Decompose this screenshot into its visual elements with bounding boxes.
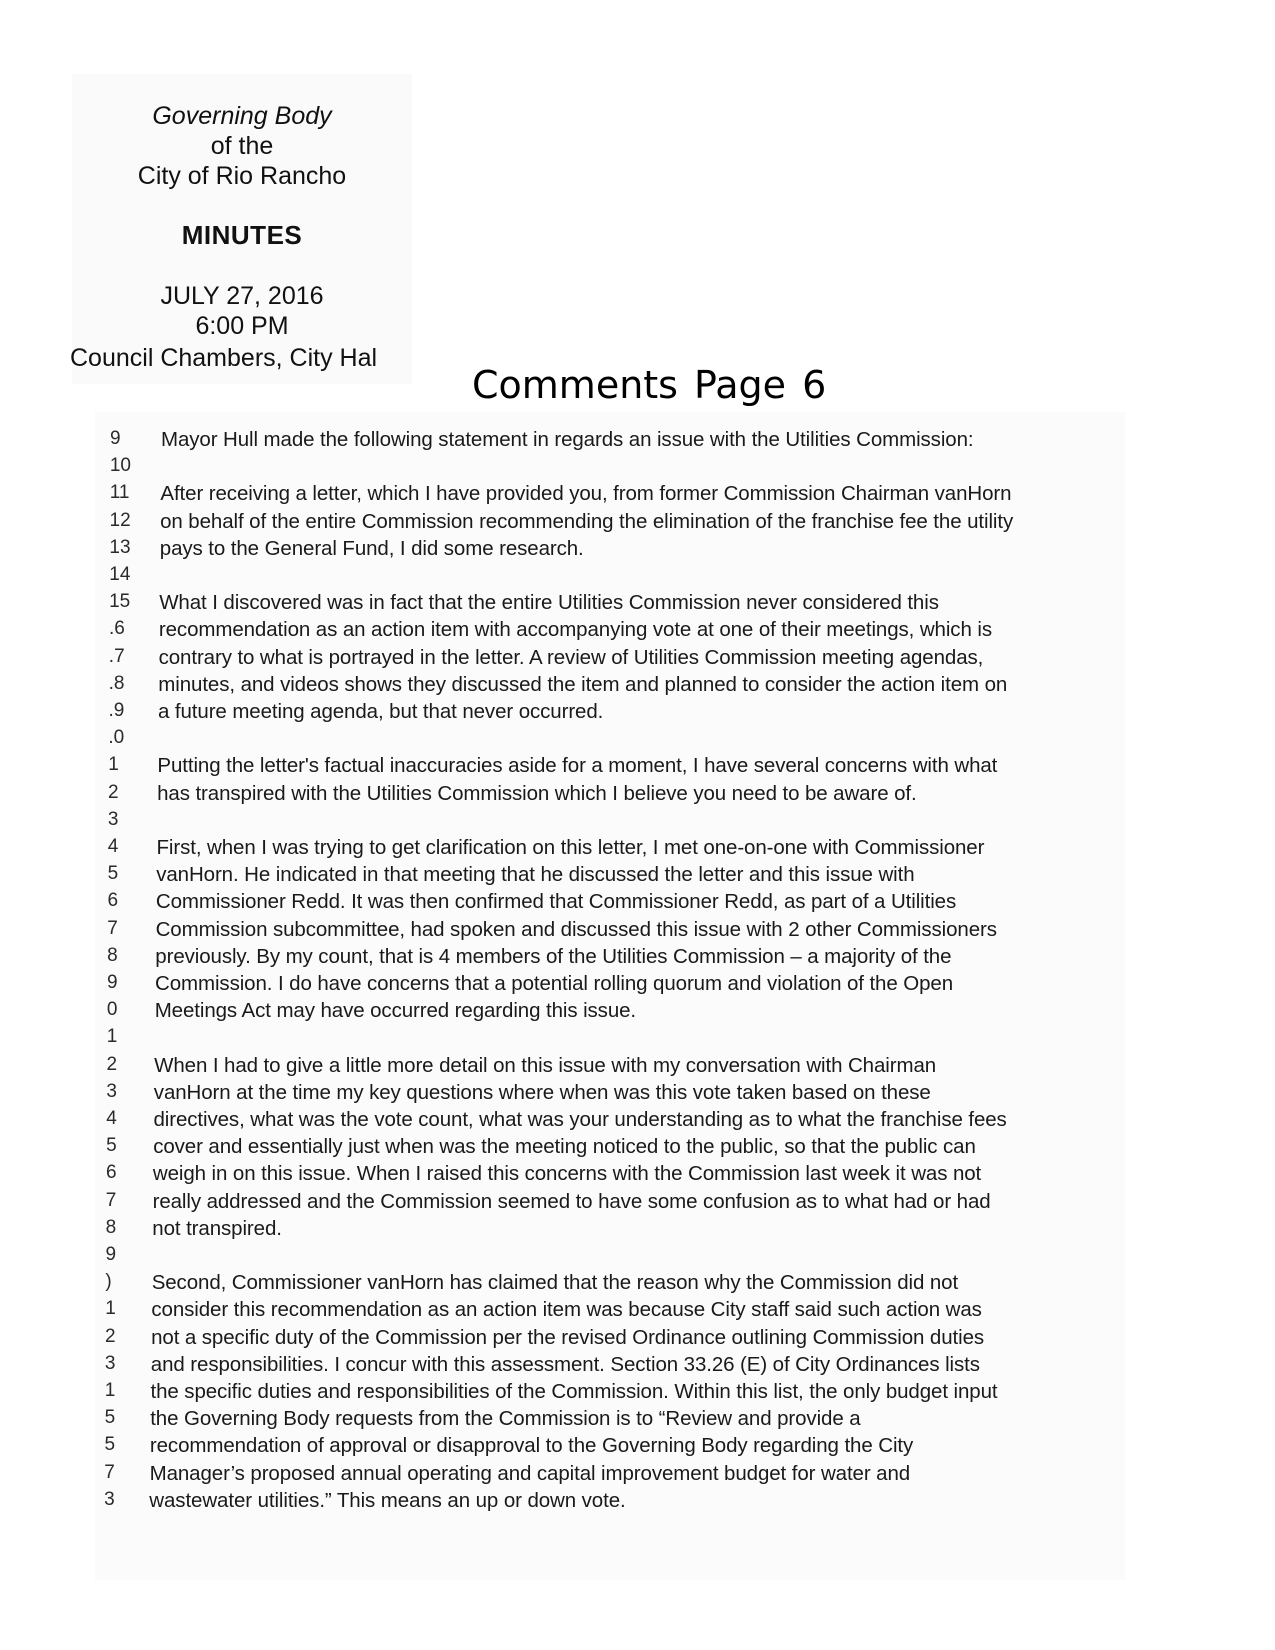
minutes-text-line: recommendation as an action item with accompanying vote at one of their meetings, which is [158,618,992,642]
line-number: 2 [105,1325,116,1347]
line-number: 5 [106,1135,117,1157]
minutes-text-line: the Governing Body requests from the Commission is to “Review and provide a [150,1407,861,1431]
minutes-text-line: previously. By my count, that is 4 members of the Utilities Commission – a majority of the [155,944,952,968]
minutes-header [72,74,412,384]
minutes-text-line: really addressed and the Commission seemed to have some confusion as to what had or had [152,1189,991,1213]
line-number: 3 [104,1352,116,1374]
minutes-text-line: Commission subcommittee, had spoken and discussed this issue with 2 other Commissioners [155,917,997,941]
line-number: 13 [109,536,131,558]
minutes-text-line: pays to the General Fund, I did some research. [159,536,584,560]
minutes-text-line: Putting the letter's factual inaccuracies aside for a moment, I have several concerns with what [157,754,998,778]
org-name-line3: City of Rio Rancho [137,162,347,190]
line-number: 1 [106,1026,118,1048]
line-number: 11 [109,482,130,504]
line-number: 3 [106,1080,117,1102]
line-number: .9 [108,700,125,721]
line-number: 8 [105,1216,117,1238]
line-number: 4 [107,836,119,857]
minutes-text-line: contrary to what is portrayed in the letter. A review of Utilities Commission meeting agendas, [158,645,984,669]
line-number: ) [105,1271,112,1293]
minutes-text-line: Meetings Act may have occurred regarding this issue. [154,999,637,1023]
line-number: 1 [105,1298,116,1320]
line-number: 15 [109,591,131,613]
line-number: 9 [105,1244,117,1265]
line-number: 2 [108,781,119,803]
minutes-text-line: What I discovered was in fact that the entire Utilities Commission never considered this [159,591,939,615]
minutes-text-line: wastewater utilities.” This means an up or down vote. [149,1488,626,1512]
minutes-text-line: the specific duties and responsibilities of the Commission. Within this list, the only budget input [150,1380,998,1403]
minutes-text-line: directives, what was the vote count, what was your understanding as to what the franchise fees [153,1108,1007,1131]
line-number: 9 [110,428,121,449]
minutes-text-line: Mayor Hull made the following statement in regards an issue with the Utilities Commission: [161,428,974,451]
minutes-text-line: cover and essentially just when was the meeting noticed to the public, so that the public can [153,1135,976,1159]
meeting-location: Council Chambers, City Hal [70,344,378,372]
line-number: 3 [104,1488,115,1510]
minutes-text-line: consider this recommendation as an action item was because City staff said such action was [151,1298,982,1322]
line-number: 5 [104,1407,116,1429]
minutes-text-line: not transpired. [152,1216,282,1240]
line-number: 6 [107,890,119,912]
comments-page-label: Comments Page 6 [472,363,827,407]
line-number: 8 [107,944,118,966]
line-number: .8 [108,672,125,694]
minutes-text-line: weigh in on this issue. When I raised this concerns with the Commission last week it was not [152,1162,982,1186]
line-number: .6 [108,618,125,640]
line-number: 3 [107,808,119,830]
line-number: 0 [106,999,118,1021]
line-number: 14 [109,564,131,585]
line-number: 12 [109,509,131,531]
line-number: 2 [106,1053,118,1075]
line-number: 7 [105,1189,117,1211]
line-number: .7 [108,645,125,667]
minutes-text-line: Manager’s proposed annual operating and capital improvement budget for water and [149,1461,911,1485]
minutes-text-line: minutes, and videos shows they discussed the item and planned to consider the action item on [158,672,1008,696]
line-number: 5 [104,1434,116,1456]
line-number: 9 [107,972,118,993]
minutes-text-line: When I had to give a little more detail on this issue with my conversation with Chairman [154,1053,937,1077]
org-name-line2: of the [210,132,274,160]
meeting-time: 6:00 PM [195,312,289,340]
document-title: MINUTES [181,220,303,250]
minutes-text-line: Second, Commissioner vanHorn has claimed that the reason why the Commission did not [151,1271,959,1295]
minutes-text-line: on behalf of the entire Commission recommending the elimination of the franchise fee the utility [160,509,1014,533]
line-number: 5 [107,863,119,885]
meeting-date: JULY 27, 2016 [160,282,324,310]
line-number: 4 [106,1108,117,1129]
minutes-text-body [95,412,1125,1580]
line-number: 10 [109,455,131,477]
scanned-minutes-excerpt [95,412,1125,1580]
line-number: 1 [104,1380,116,1401]
minutes-text-line: recommendation of approval or disapproval to the Governing Body regarding the City [149,1434,914,1458]
minutes-text-line: First, when I was trying to get clarification on this letter, I met one-on-one with Commissioner [156,836,985,859]
line-number: 6 [105,1162,117,1184]
minutes-text-line: vanHorn. He indicated in that meeting that he discussed the letter and this issue with [156,863,915,887]
line-number: 1 [108,754,119,776]
minutes-text-line: Commissioner Redd. It was then confirmed that Commissioner Redd, as part of a Utilities [155,890,957,914]
minutes-text-line: not a specific duty of the Commission per the revised Ordinance outlining Commission duties [151,1325,985,1349]
minutes-text-line: vanHorn at the time my key questions where when was this vote taken based on these [153,1080,931,1104]
org-name-line1: Governing Body [152,102,332,130]
minutes-text-line: After receiving a letter, which I have provided you, from former Commission Chairman vanHorn [160,482,1012,506]
line-number: 7 [104,1461,115,1483]
line-number: 7 [107,917,118,939]
minutes-text-line: a future meeting agenda, but that never occurred. [158,700,604,723]
minutes-text-line: and responsibilities. I concur with this assessment. Section 33.26 (E) of City Ordinances lists [150,1352,980,1376]
minutes-text-line: has transpired with the Utilities Commission which I believe you need to be aware of. [157,781,917,805]
minutes-text-line: Commission. I do have concerns that a potential rolling quorum and violation of the Open [155,972,953,995]
line-number: .0 [108,727,125,749]
